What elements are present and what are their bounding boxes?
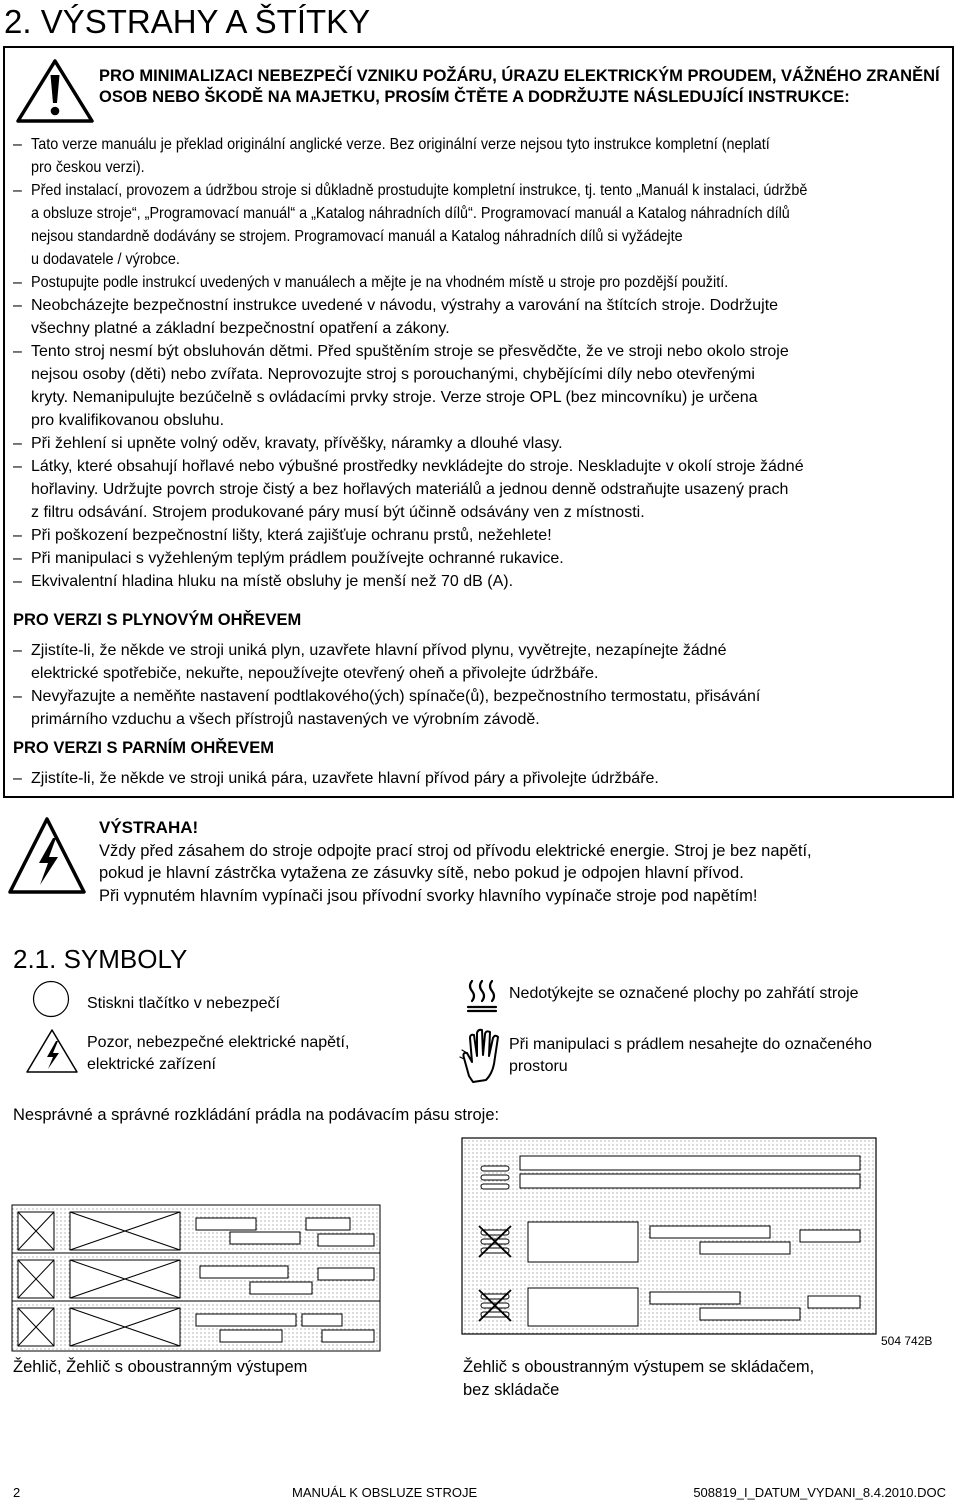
symbols-heading: 2.1. SYMBOLY — [13, 944, 188, 974]
symbol-label: Nedotýkejte se označené plochy po zahřátí stroje — [509, 985, 859, 1002]
warning-heading: PRO MINIMALIZACI NEBEZPEČÍ VZNIKU POŽÁRU, ÚRAZU ELEKTRICKÝM PROUDEM, VÁŽNÉHO ZRANĚNÍ OSOB NEBO ŠKODĚ NA MAJETKU, PROSÍM ČTĚTE A DODRŽUJTE NÁSLEDUJÍCÍ INSTRUKCE: — [99, 67, 940, 106]
right-caption: bez skládače — [463, 1381, 560, 1399]
instruction-item — [13, 179, 943, 271]
instruction-line: Postupujte podle instrukcí uvedených v manuálech a mějte je na vhodném místě u stroje pro pozdější použití. — [31, 274, 729, 291]
hot-surface-icon — [466, 978, 498, 1014]
instruction-line: Zjistíte-li, že někde ve stroji uniká pára, uzavřete hlavní přívod páry a přivolejte údržbáře. — [31, 770, 659, 787]
bullet-dash: – — [13, 136, 22, 153]
feeding-caption: Nesprávné a správné rozkládání prádla na podávacím pásu stroje: — [13, 1106, 500, 1124]
instruction-item — [13, 524, 943, 547]
bullet-dash: – — [13, 527, 22, 544]
voltage-warning-title: VÝSTRAHA! — [99, 818, 199, 837]
footer-doc-code: 508819_I_DATUM_VYDANI_8.4.2010.DOC — [693, 1485, 946, 1500]
symbol-label: Při manipulaci s prádlem nesahejte do označeného — [509, 1036, 872, 1053]
bullet-dash: – — [13, 550, 22, 567]
instruction-line: z filtru odsávání. Strojem produkované páry musí být účinně odsávány ven z místnosti. — [31, 504, 645, 521]
voltage-warning-line: Při vypnutém hlavním vypínači jsou přívodní svorky hlavního vypínače stroje pod napětím! — [99, 887, 758, 905]
instruction-line: nejsou osoby (děti) nebo zvířata. Neprovozujte stroj s porouchanými, chybějícími díly nebo otevřenými — [31, 366, 755, 383]
bullet-dash: – — [13, 688, 22, 705]
steam-version-heading: PRO VERZI S PARNÍM OHŘEVEM — [13, 739, 274, 757]
instruction-line: Neobcházejte bezpečnostní instrukce uvedené v návodu, výstrahy a varování na štítcích stroje. Dodržujte — [31, 297, 779, 314]
instruction-item — [13, 271, 943, 294]
instruction-line: pro kvalifikovanou obsluhu. — [31, 412, 225, 429]
bullet-dash: – — [13, 297, 22, 314]
bullet-dash: – — [13, 274, 22, 291]
instruction-item — [13, 432, 943, 455]
instruction-line: elektrické spotřebiče, nekuřte, nepoužívejte otevřený oheň a přivolejte údržbáře. — [31, 665, 599, 682]
image-code: 504 742B — [881, 1334, 933, 1348]
electric-hazard-icon — [25, 1028, 79, 1074]
instruction-item — [13, 767, 943, 790]
instruction-line: Tento stroj nesmí být obsluhován dětmi. Před spuštěním stroje se přesvědčte, že ve stroji nebo okolo stroje — [31, 343, 789, 360]
gas-version-heading: PRO VERZI S PLYNOVÝM OHŘEVEM — [13, 611, 302, 629]
instruction-line: Při poškození bezpečnostní lišty, která zajišťuje ochranu prstů, nežehlete! — [31, 527, 552, 544]
instruction-item — [13, 685, 943, 731]
instruction-line: Látky, které obsahují hořlavé nebo výbušné prostředky nevkládejte do stroje. Neskladujte v okolí stroje žádné — [31, 458, 804, 475]
right-caption: Žehlič s oboustranným výstupem se skládačem, — [463, 1358, 815, 1376]
instruction-line: u dodavatele / výrobce. — [31, 251, 180, 268]
instruction-item — [13, 294, 943, 340]
warning-triangle-icon — [15, 58, 95, 124]
instruction-item — [13, 455, 943, 524]
instruction-line: nejsou standardně dodávány se strojem. Programovací manuál a Katalog náhradních dílů si vyžádejte — [31, 228, 683, 245]
instruction-item — [13, 639, 943, 685]
footer-page-number: 2 — [13, 1485, 21, 1500]
instruction-line: Před instalací, provozem a údržbou stroje si důkladně prostudujte kompletní instrukce, tj. tento „Manuál k instalaci, údržbě — [31, 182, 808, 199]
instruction-line: všechny platné a základní bezpečnostní opatření a zákony. — [31, 320, 450, 337]
footer-manual-title: MANUÁL K OBSLUZE STROJE — [292, 1485, 478, 1500]
instruction-line: Ekvivalentní hladina hluku na místě obsluhy je menší než 70 dB (A). — [31, 573, 514, 590]
bullet-dash: – — [13, 182, 22, 199]
instruction-item — [13, 570, 943, 593]
instruction-line: Při žehlení si upněte volný oděv, kravaty, přívěšky, náramky a dlouhé vlasy. — [31, 435, 563, 452]
instruction-item — [13, 133, 943, 179]
instruction-line: Zjistíte-li, že někde ve stroji uniká plyn, uzavřete hlavní přívod plynu, vyvětrejte, nezapínejte žádné — [31, 642, 727, 659]
hand-icon — [459, 1028, 509, 1084]
instruction-item — [13, 547, 943, 570]
folded-linen-symbol — [481, 1166, 509, 1189]
instruction-line: Při manipulaci s vyžehleným teplým prádlem používejte ochranné rukavice. — [31, 550, 564, 567]
circle-icon — [31, 979, 71, 1019]
bullet-dash: – — [13, 770, 22, 787]
feeding-illustration — [0, 1130, 960, 1355]
left-caption: Žehlič, Žehlič s oboustranným výstupem — [13, 1358, 308, 1376]
instruction-line: kryty. Nemanipulujte bezúčelně s ovládacími prvky stroje. Verze stroje OPL (bez mincovníku) je určena — [31, 389, 758, 406]
voltage-warning-line: Vždy před zásahem do stroje odpojte prací stroj od přívodu elektrické energie. Stroj je bez napětí, — [99, 842, 812, 860]
bullet-dash: – — [13, 642, 22, 659]
electric-hazard-triangle-icon — [7, 816, 87, 896]
symbol-label: Stiskni tlačítko v nebezpečí — [87, 995, 280, 1012]
instruction-line: a obsluze stroje“, „Programovací manuál“ a „Katalog náhradních dílů“. Programovací manuál a Katalog náhradních dílů — [31, 205, 790, 222]
bullet-dash: – — [13, 458, 22, 475]
correct-feeding-panel — [462, 1138, 876, 1334]
symbol-label: prostoru — [509, 1058, 568, 1075]
bullet-dash: – — [13, 573, 22, 590]
instruction-line: primárního vzduchu a všech přístrojů nastavených ve výrobním závodě. — [31, 711, 540, 728]
instruction-item — [13, 340, 943, 432]
page-title: 2. VÝSTRAHY A ŠTÍTKY — [4, 3, 371, 40]
instruction-line: Tato verze manuálu je překlad originální anglické verze. Bez originální verze nejsou tyto instrukce kompletní (neplatí — [31, 136, 770, 153]
symbol-label: elektrické zařízení — [87, 1056, 216, 1073]
instruction-line: hořlaviny. Udržujte povrch stroje čistý a bez hořlavých materiálů a jednou denně odstraňujte usazený prach — [31, 481, 789, 498]
instruction-line: pro českou verzi). — [31, 159, 145, 176]
bullet-dash: – — [13, 435, 22, 452]
bullet-dash: – — [13, 343, 22, 360]
incorrect-feeding-panel — [12, 1205, 380, 1351]
voltage-warning-line: pokud je hlavní zástrčka vytažena ze zásuvky sítě, nebo pokud je odpojen hlavní přívod. — [99, 864, 744, 882]
symbol-label: Pozor, nebezpečné elektrické napětí, — [87, 1034, 350, 1051]
instruction-line: Nevyřazujte a neměňte nastavení podtlakového(ých) spínače(ů), bezpečnostního termostatu, přisávání — [31, 688, 761, 705]
